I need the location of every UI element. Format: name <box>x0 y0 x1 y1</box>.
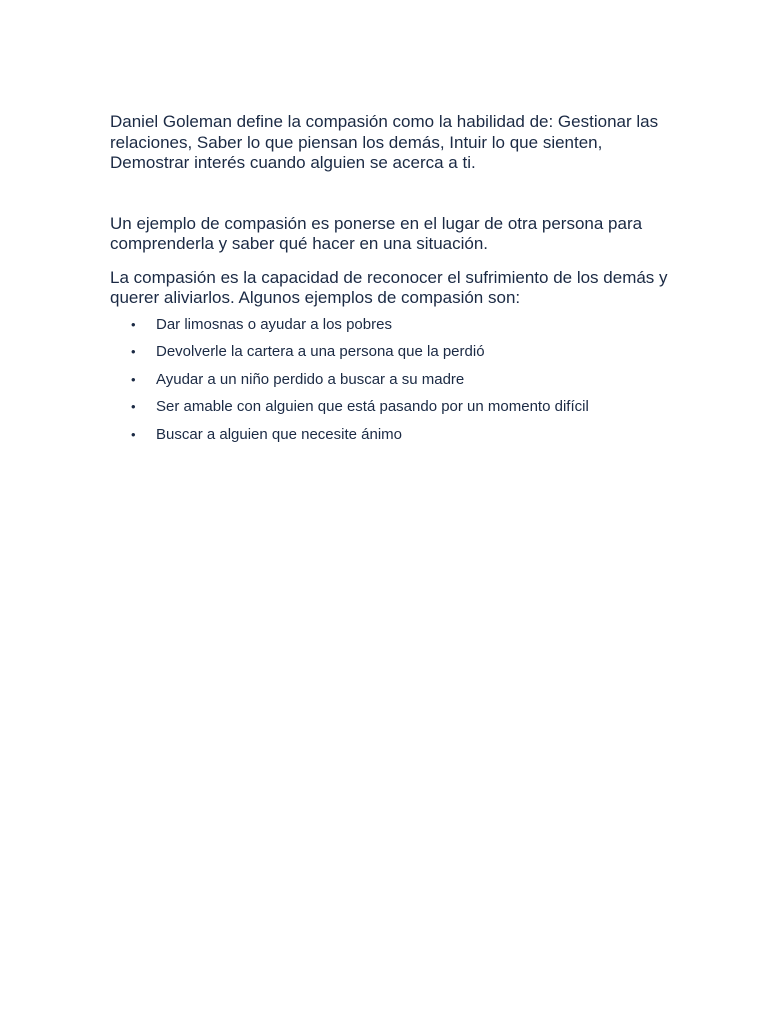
document-page <box>110 112 670 453</box>
bullet-icon: • <box>131 426 136 442</box>
bullet-icon: • <box>131 371 136 387</box>
list-item <box>110 371 670 388</box>
bullet-icon: • <box>131 344 136 359</box>
list-item <box>110 343 670 360</box>
list-item <box>110 316 670 333</box>
examples-list <box>110 316 670 443</box>
paragraph-compassion-example: Un ejemplo de compasión es ponerse en el lugar de otra persona para comprenderla y saber qué hacer en una situación. <box>110 213 643 253</box>
list-item-text: Ayudar a un niño perdido a buscar a su madre <box>156 370 465 388</box>
bullet-icon: • <box>131 399 136 414</box>
list-item-text: Buscar a alguien que necesite ánimo <box>156 425 402 443</box>
bullet-icon: • <box>131 316 136 332</box>
list-item-text: Ser amable con alguien que está pasando por un momento difícil <box>156 398 589 415</box>
paragraph-compassion-capacity: La compasión es la capacidad de reconocer el sufrimiento de los demás y querer aliviarlos. Algunos ejemplos de compasión son: <box>110 267 668 307</box>
list-item-text: Devolverle la cartera a una persona que la perdió <box>156 343 485 360</box>
list-item <box>110 398 670 415</box>
paragraph-goleman-definition: Daniel Goleman define la compasión como la habilidad de: Gestionar las relaciones, Saber lo que piensan los demás, Intuir lo que sienten, Demostrar interés cuando alguien se acerca a ti. <box>110 112 659 172</box>
list-item-text: Dar limosnas o ayudar a los pobres <box>156 315 392 333</box>
list-item <box>110 426 670 443</box>
